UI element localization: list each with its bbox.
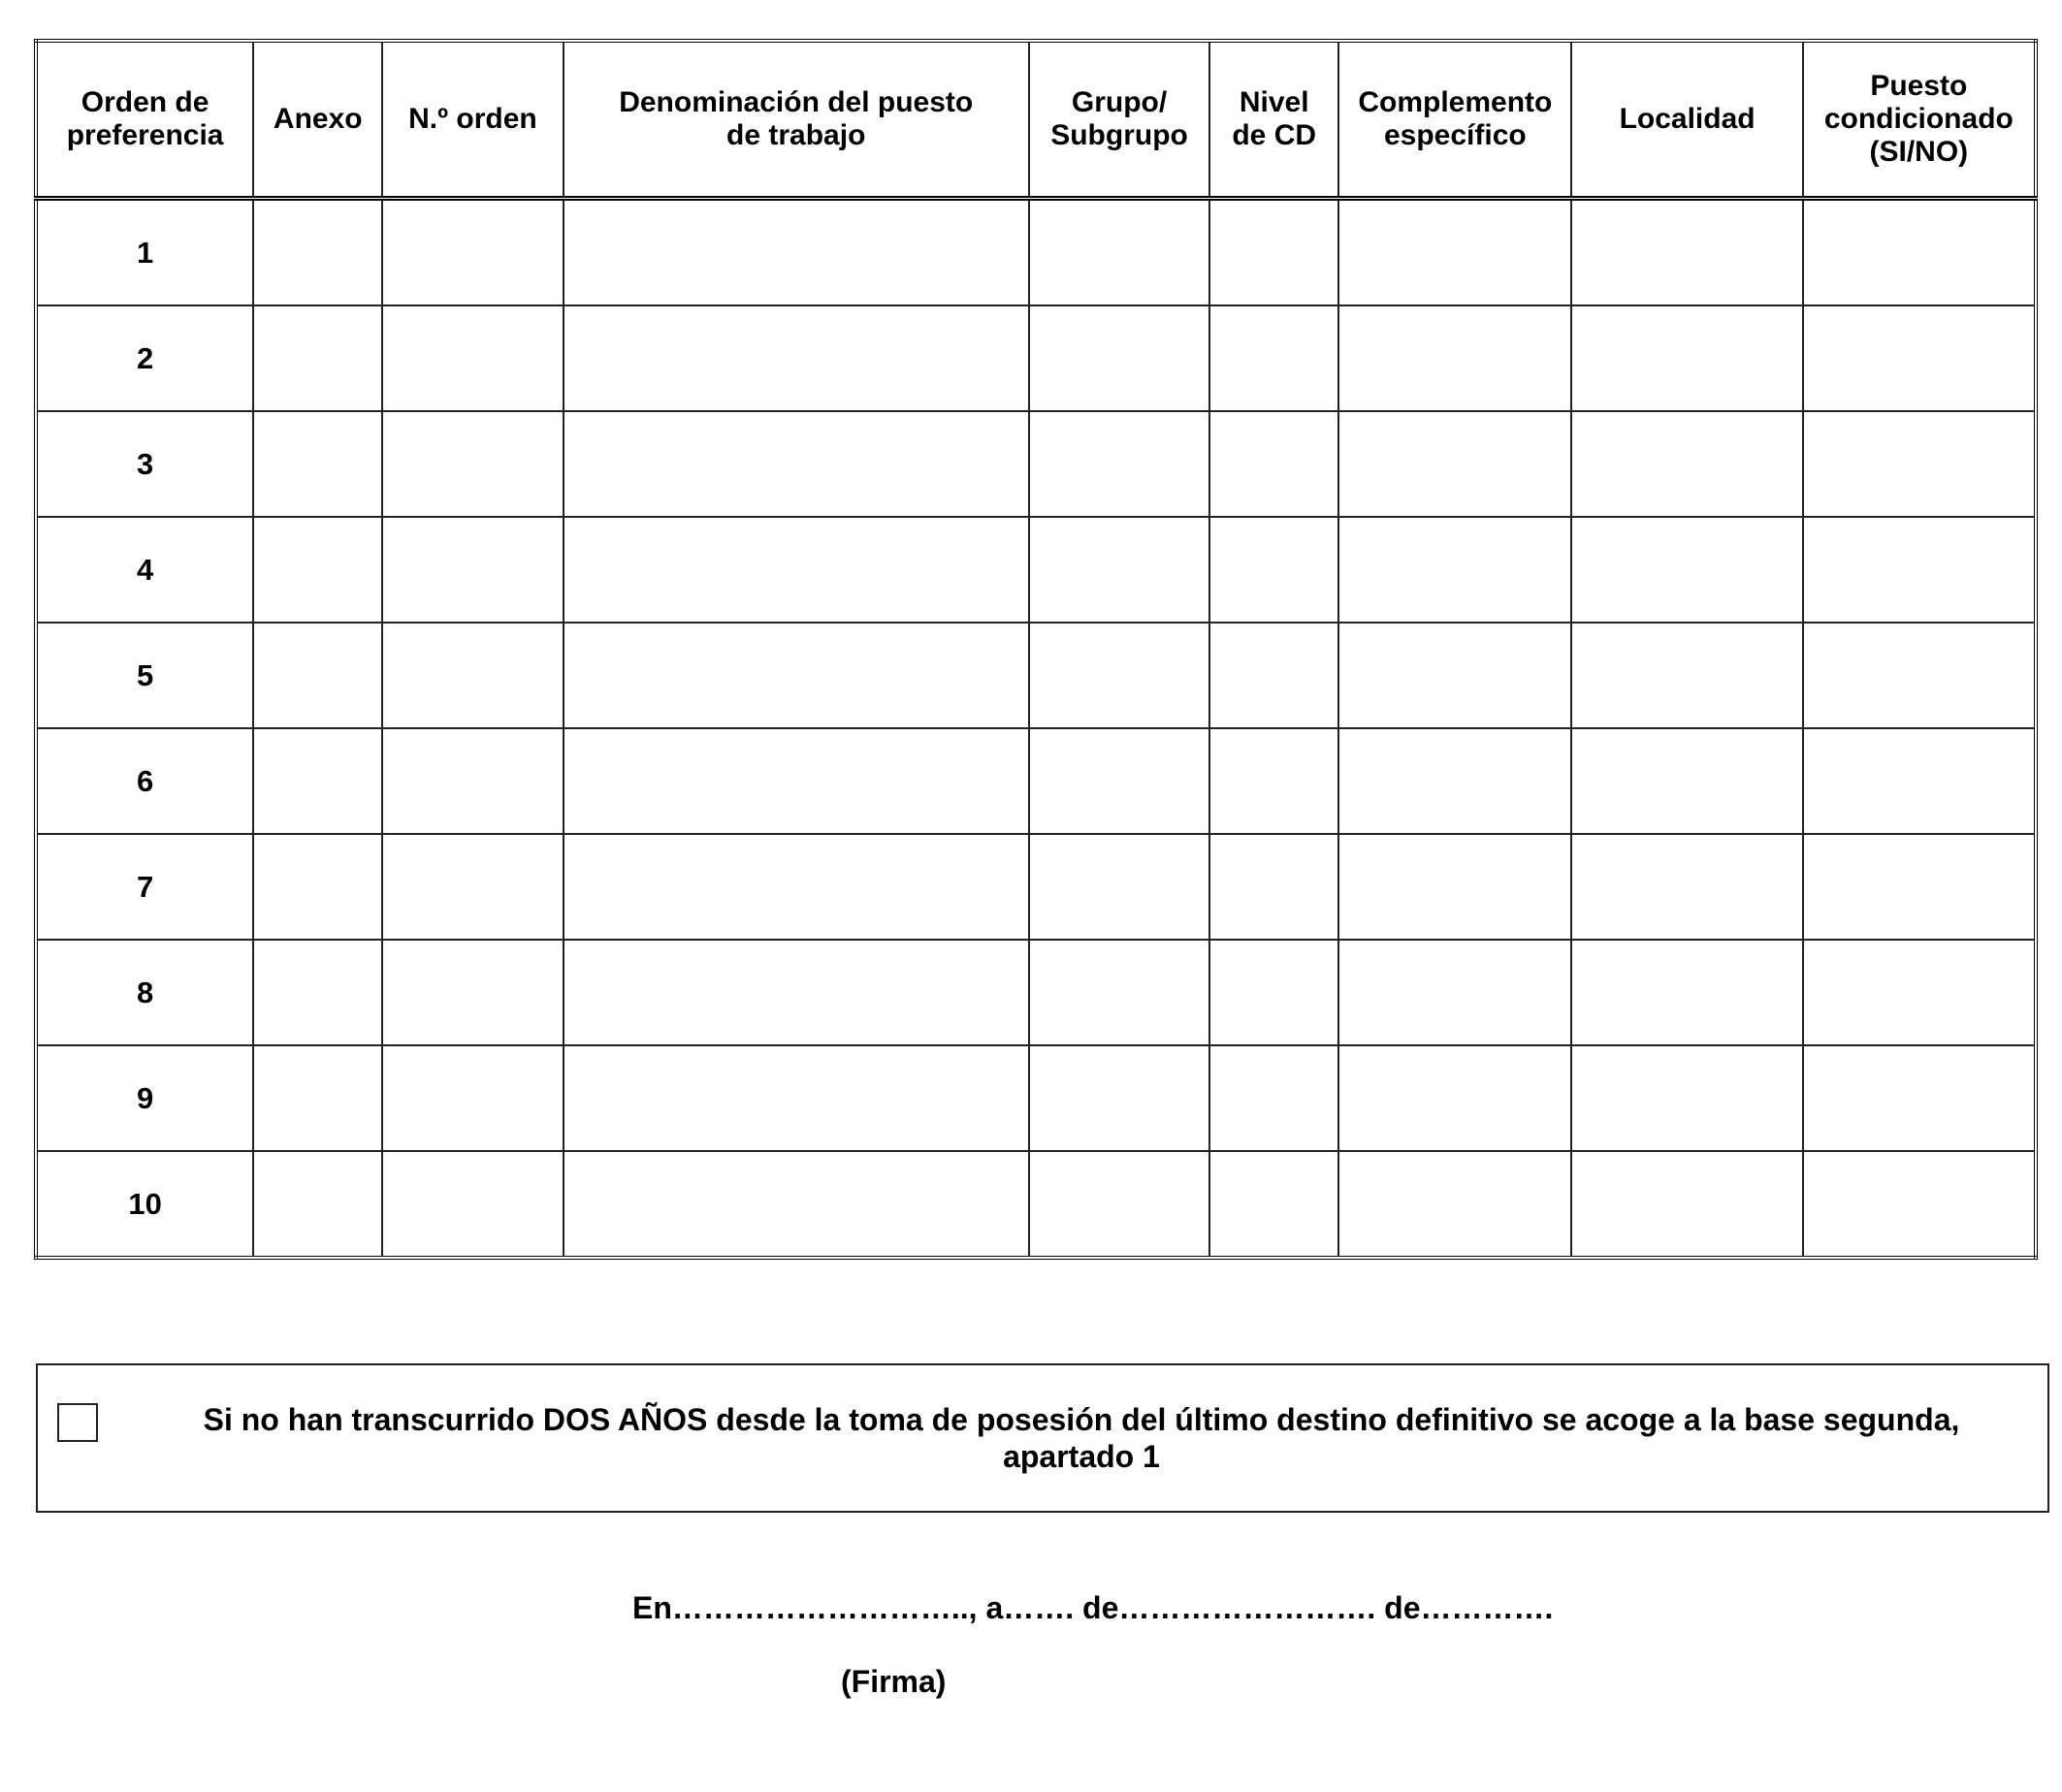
cell-grupo-subgrupo[interactable] bbox=[1029, 1151, 1209, 1258]
cell-puesto-condicionado[interactable] bbox=[1803, 728, 2036, 834]
cell-nivel-cd[interactable] bbox=[1209, 411, 1338, 517]
cell-grupo-subgrupo[interactable] bbox=[1029, 411, 1209, 517]
cell-anexo[interactable] bbox=[253, 1045, 382, 1151]
cell-localidad[interactable] bbox=[1571, 1045, 1802, 1151]
cell-nivel-cd[interactable] bbox=[1209, 623, 1338, 728]
header-orden-preferencia: Orden de preferencia bbox=[36, 41, 253, 199]
cell-complemento-especifico[interactable] bbox=[1338, 834, 1571, 940]
table-row bbox=[36, 1045, 2036, 1151]
row-order-number: 2 bbox=[36, 305, 253, 411]
header-grupo-subgrupo: Grupo/ Subgrupo bbox=[1029, 41, 1209, 199]
cell-grupo-subgrupo[interactable] bbox=[1029, 834, 1209, 940]
cell-complemento-especifico[interactable] bbox=[1338, 1151, 1571, 1258]
cell-denominacion[interactable] bbox=[564, 517, 1029, 623]
cell-nivel-cd[interactable] bbox=[1209, 1045, 1338, 1151]
cell-complemento-especifico[interactable] bbox=[1338, 411, 1571, 517]
row-order-number: 3 bbox=[36, 411, 253, 517]
cell-localidad[interactable] bbox=[1571, 728, 1802, 834]
table-row bbox=[36, 1151, 2036, 1258]
cell-puesto-condicionado[interactable] bbox=[1803, 1151, 2036, 1258]
cell-numero-orden[interactable] bbox=[382, 623, 563, 728]
header-denominacion: Denominación del puesto de trabajo bbox=[564, 41, 1029, 199]
date-place-line: En……………………….., a……. de……………………. de…………. bbox=[632, 1590, 1554, 1625]
row-order-number: 5 bbox=[36, 623, 253, 728]
cell-puesto-condicionado[interactable] bbox=[1803, 834, 2036, 940]
table-row bbox=[36, 834, 2036, 940]
cell-complemento-especifico[interactable] bbox=[1338, 728, 1571, 834]
cell-complemento-especifico[interactable] bbox=[1338, 623, 1571, 728]
cell-localidad[interactable] bbox=[1571, 199, 1802, 306]
cell-anexo[interactable] bbox=[253, 728, 382, 834]
cell-puesto-condicionado[interactable] bbox=[1803, 305, 2036, 411]
cell-anexo[interactable] bbox=[253, 623, 382, 728]
cell-denominacion[interactable] bbox=[564, 1151, 1029, 1258]
notice-text: Si no han transcurrido DOS AÑOS desde la toma de posesión del último destino definitivo se acoge a la base segunda, apartado 1 bbox=[203, 1402, 1960, 1474]
cell-anexo[interactable] bbox=[253, 1151, 382, 1258]
header-anexo: Anexo bbox=[253, 41, 382, 199]
cell-localidad[interactable] bbox=[1571, 834, 1802, 940]
cell-denominacion[interactable] bbox=[564, 940, 1029, 1045]
cell-anexo[interactable] bbox=[253, 199, 382, 306]
cell-puesto-condicionado[interactable] bbox=[1803, 517, 2036, 623]
cell-denominacion[interactable] bbox=[564, 623, 1029, 728]
cell-nivel-cd[interactable] bbox=[1209, 517, 1338, 623]
cell-denominacion[interactable] bbox=[564, 411, 1029, 517]
table-row bbox=[36, 517, 2036, 623]
cell-denominacion[interactable] bbox=[564, 199, 1029, 306]
cell-nivel-cd[interactable] bbox=[1209, 199, 1338, 306]
cell-complemento-especifico[interactable] bbox=[1338, 1045, 1571, 1151]
cell-nivel-cd[interactable] bbox=[1209, 940, 1338, 1045]
cell-complemento-especifico[interactable] bbox=[1338, 199, 1571, 306]
cell-localidad[interactable] bbox=[1571, 411, 1802, 517]
cell-numero-orden[interactable] bbox=[382, 1151, 563, 1258]
table-row bbox=[36, 623, 2036, 728]
cell-localidad[interactable] bbox=[1571, 305, 1802, 411]
cell-grupo-subgrupo[interactable] bbox=[1029, 623, 1209, 728]
cell-puesto-condicionado[interactable] bbox=[1803, 199, 2036, 306]
cell-complemento-especifico[interactable] bbox=[1338, 517, 1571, 623]
header-puesto-condicionado: Puesto condicionado (SI/NO) bbox=[1803, 41, 2036, 199]
cell-numero-orden[interactable] bbox=[382, 1045, 563, 1151]
cell-localidad[interactable] bbox=[1571, 517, 1802, 623]
cell-anexo[interactable] bbox=[253, 940, 382, 1045]
table-row bbox=[36, 199, 2036, 306]
cell-nivel-cd[interactable] bbox=[1209, 305, 1338, 411]
cell-grupo-subgrupo[interactable] bbox=[1029, 940, 1209, 1045]
cell-puesto-condicionado[interactable] bbox=[1803, 940, 2036, 1045]
signature-label: (Firma) bbox=[841, 1664, 947, 1699]
cell-numero-orden[interactable] bbox=[382, 728, 563, 834]
row-order-number: 10 bbox=[36, 1151, 253, 1258]
cell-denominacion[interactable] bbox=[564, 305, 1029, 411]
acoge-base-checkbox[interactable] bbox=[57, 1403, 98, 1442]
cell-anexo[interactable] bbox=[253, 305, 382, 411]
row-order-number: 8 bbox=[36, 940, 253, 1045]
cell-puesto-condicionado[interactable] bbox=[1803, 411, 2036, 517]
cell-puesto-condicionado[interactable] bbox=[1803, 1045, 2036, 1151]
cell-grupo-subgrupo[interactable] bbox=[1029, 1045, 1209, 1151]
cell-grupo-subgrupo[interactable] bbox=[1029, 728, 1209, 834]
cell-nivel-cd[interactable] bbox=[1209, 1151, 1338, 1258]
row-order-number: 4 bbox=[36, 517, 253, 623]
header-localidad: Localidad bbox=[1571, 41, 1802, 199]
table-header-row bbox=[36, 41, 2036, 199]
cell-numero-orden[interactable] bbox=[382, 517, 563, 623]
cell-localidad[interactable] bbox=[1571, 940, 1802, 1045]
table-row bbox=[36, 728, 2036, 834]
cell-denominacion[interactable] bbox=[564, 728, 1029, 834]
row-order-number: 6 bbox=[36, 728, 253, 834]
cell-complemento-especifico[interactable] bbox=[1338, 940, 1571, 1045]
header-complemento-especifico: Complemento específico bbox=[1338, 41, 1571, 199]
cell-numero-orden[interactable] bbox=[382, 940, 563, 1045]
cell-complemento-especifico[interactable] bbox=[1338, 305, 1571, 411]
row-order-number: 7 bbox=[36, 834, 253, 940]
cell-denominacion[interactable] bbox=[564, 1045, 1029, 1151]
table-body bbox=[36, 199, 2036, 1259]
cell-localidad[interactable] bbox=[1571, 623, 1802, 728]
cell-numero-orden[interactable] bbox=[382, 411, 563, 517]
cell-anexo[interactable] bbox=[253, 517, 382, 623]
cell-nivel-cd[interactable] bbox=[1209, 834, 1338, 940]
table-row bbox=[36, 411, 2036, 517]
header-numero-orden: N.º orden bbox=[382, 41, 563, 199]
header-nivel-cd: Nivel de CD bbox=[1209, 41, 1338, 199]
notice-box bbox=[36, 1363, 2049, 1513]
row-order-number: 1 bbox=[36, 199, 253, 306]
cell-numero-orden[interactable] bbox=[382, 199, 563, 306]
cell-grupo-subgrupo[interactable] bbox=[1029, 305, 1209, 411]
cell-puesto-condicionado[interactable] bbox=[1803, 623, 2036, 728]
cell-grupo-subgrupo[interactable] bbox=[1029, 199, 1209, 306]
preference-table bbox=[34, 39, 2038, 1260]
cell-numero-orden[interactable] bbox=[382, 305, 563, 411]
table-row bbox=[36, 940, 2036, 1045]
cell-localidad[interactable] bbox=[1571, 1151, 1802, 1258]
cell-anexo[interactable] bbox=[253, 834, 382, 940]
row-order-number: 9 bbox=[36, 1045, 253, 1151]
cell-anexo[interactable] bbox=[253, 411, 382, 517]
cell-grupo-subgrupo[interactable] bbox=[1029, 517, 1209, 623]
table-row bbox=[36, 305, 2036, 411]
cell-denominacion[interactable] bbox=[564, 834, 1029, 940]
cell-numero-orden[interactable] bbox=[382, 834, 563, 940]
cell-nivel-cd[interactable] bbox=[1209, 728, 1338, 834]
